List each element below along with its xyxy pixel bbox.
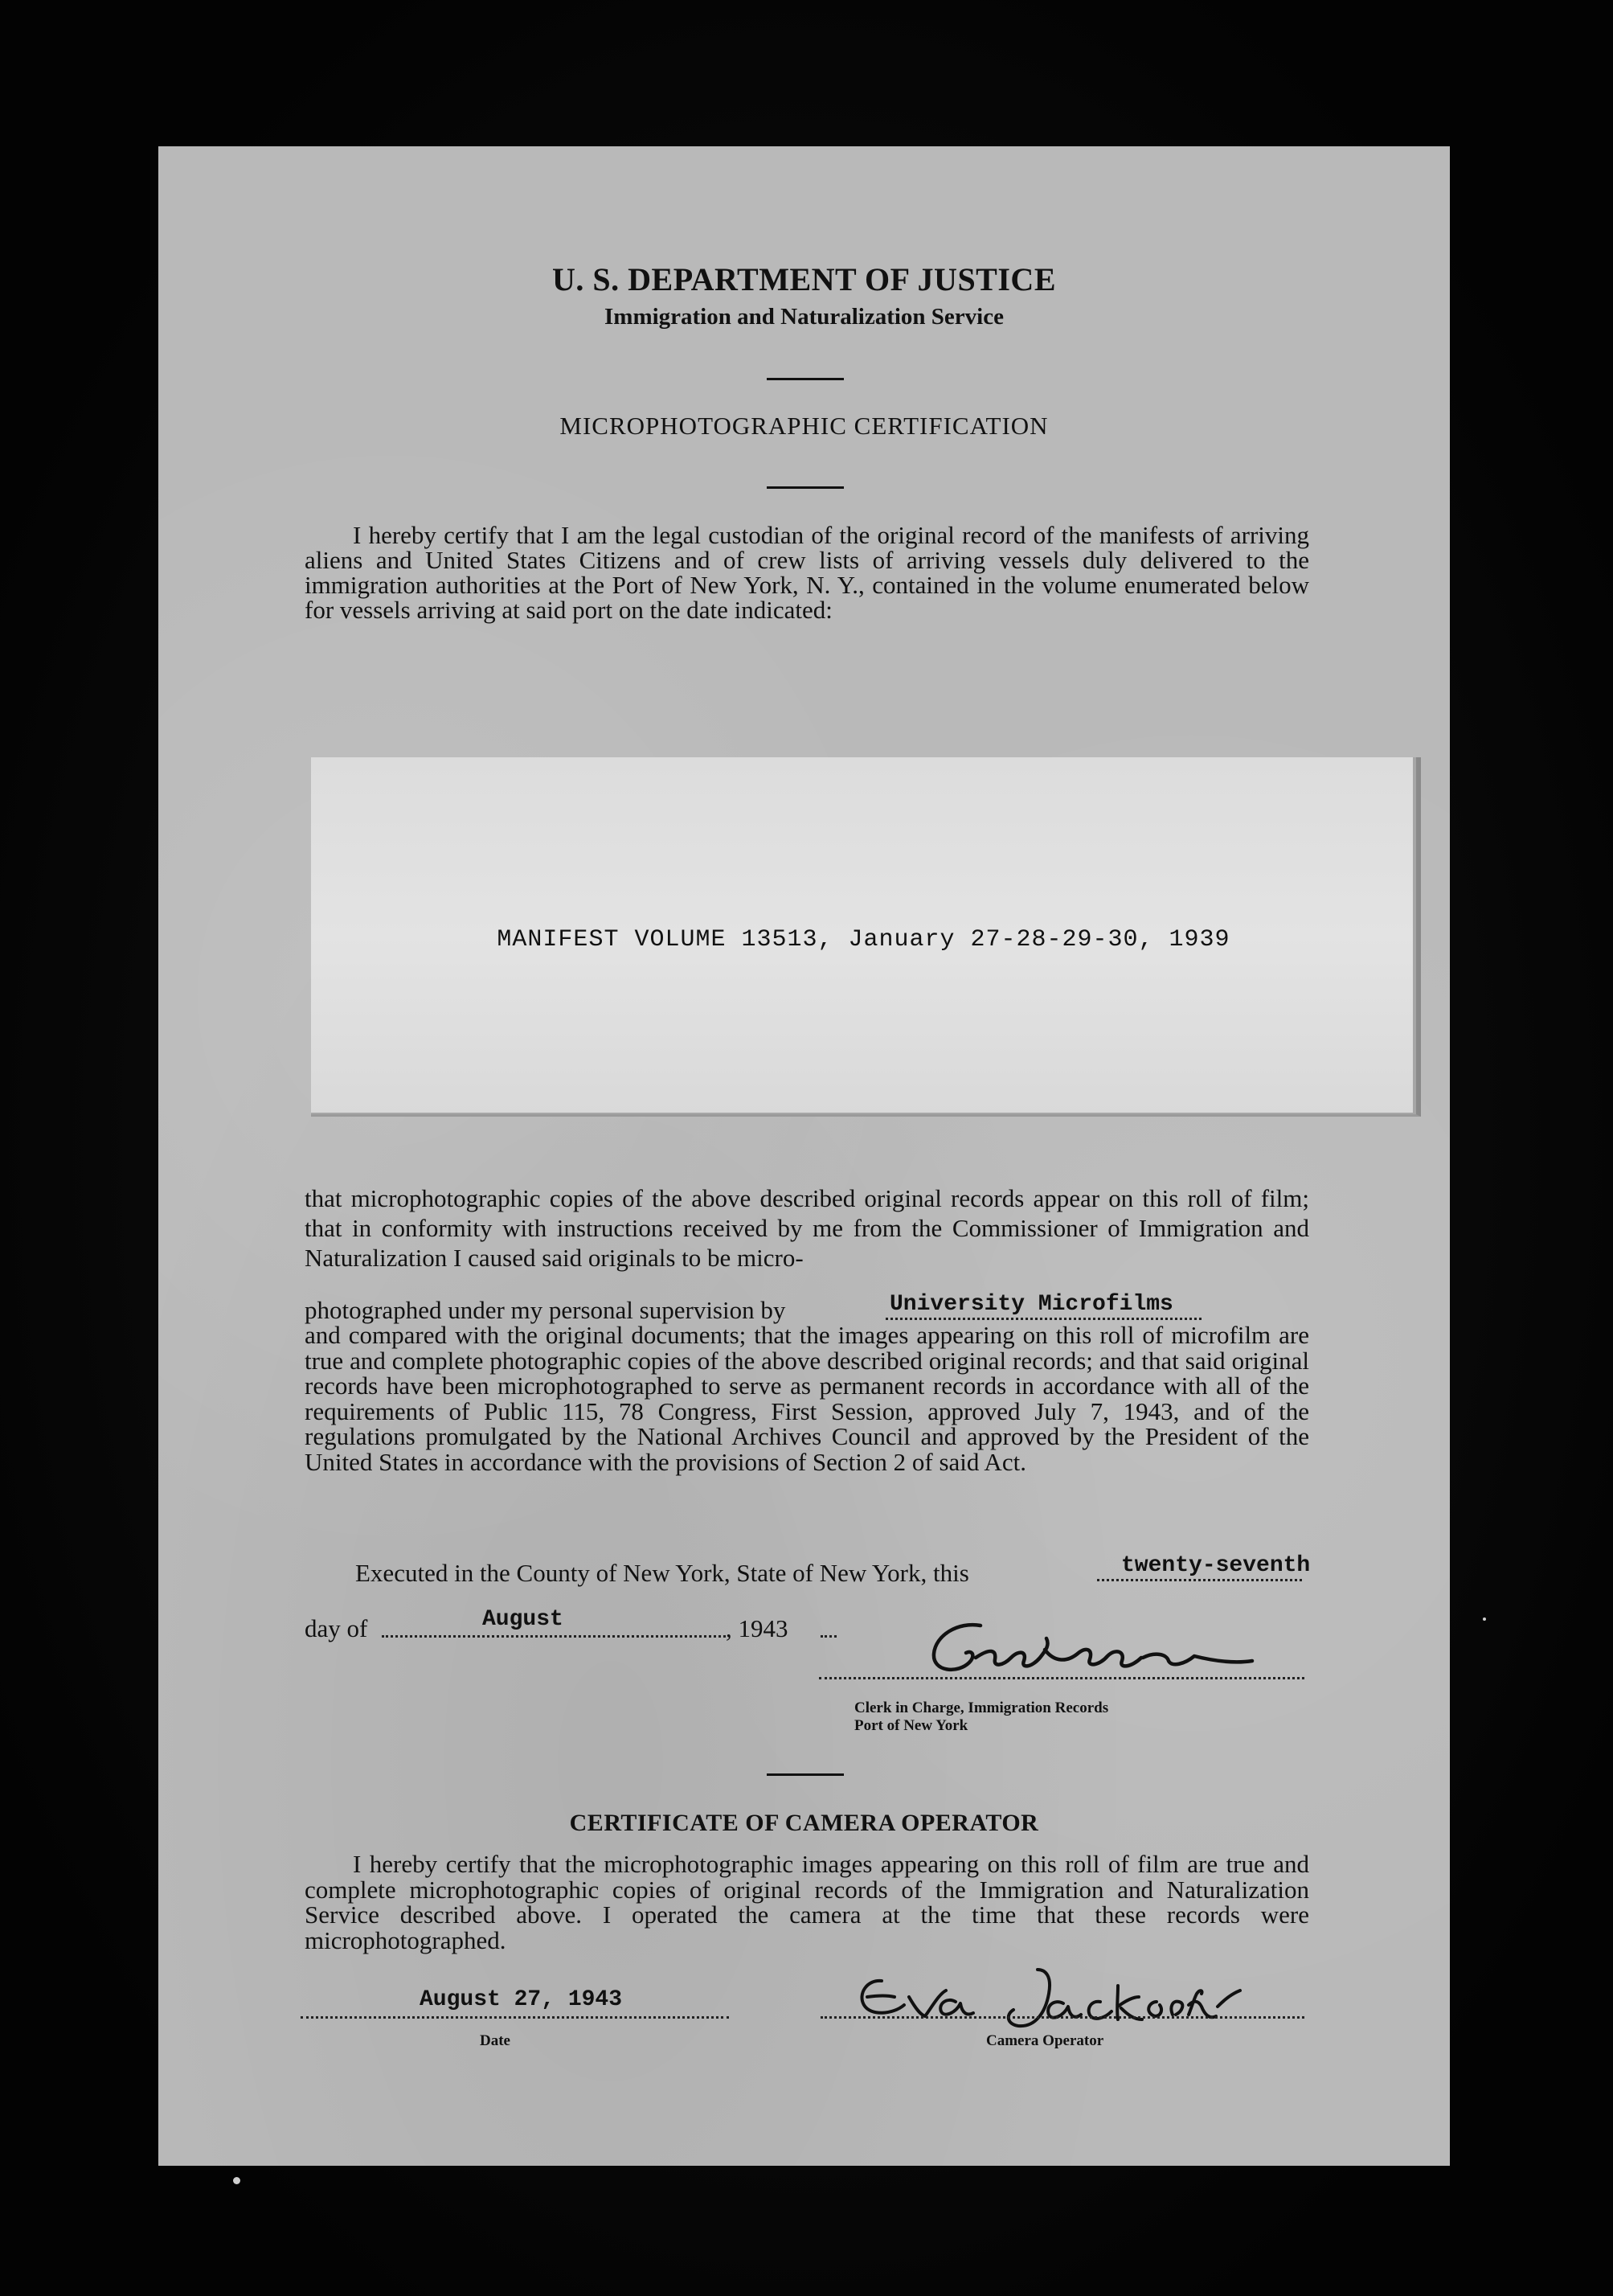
date-label: Date xyxy=(480,2032,510,2049)
divider xyxy=(767,1773,844,1776)
intro-paragraph: I hereby certify that I am the legal custodian of the original record of the manifests of arriving aliens and United States Citizens and of crew lists of arriving vessels duly delivered to the immigration authorities at the Port of New York, N. Y., contained in the volume enumerated below for vessels arriving at said port on the date indicated: xyxy=(305,521,1309,624)
camera-certificate-title: CERTIFICATE OF CAMERA OPERATOR xyxy=(569,1810,1039,1836)
year-text: , 1943 xyxy=(726,1614,788,1642)
day-dotted-line xyxy=(1097,1579,1302,1581)
certificate-page xyxy=(158,146,1450,2166)
body-paragraph-2: and compared with the original documents; that the images appearing on this roll of microfilm are true and complete photographic copies of the above described original records; and that said original records have been microphotographed to serve as permanent records in accordance with all of the requirements of Public 115, 78 Congress, First Session, approved July 7, 1943, and of the regulations promulgated by the National Archives Council and approved by the President of the United States in accordance with the provisions of Section 2 of said Act. xyxy=(305,1321,1309,1476)
divider xyxy=(767,486,844,489)
operator-label: Camera Operator xyxy=(986,2032,1104,2049)
executed-text: Executed in the County of New York, State of New York, this xyxy=(355,1559,969,1587)
volume-insert-slip xyxy=(311,757,1421,1117)
company-dotted-line xyxy=(886,1318,1202,1320)
department-heading: U. S. DEPARTMENT OF JUSTICE xyxy=(552,261,1056,297)
camera-certificate-text: I hereby certify that the microphotographic images appearing on this roll of film are true and complete microphotographic copies of original records of the Immigration and Naturalization Service described above. I operated the camera at the time that these records were microphotographed. xyxy=(305,1850,1309,1954)
manifest-volume-text: MANIFEST VOLUME 13513, January 27-28-29-30, 1939 xyxy=(497,926,1230,953)
film-speck xyxy=(1483,1617,1486,1621)
clerk-title: Clerk in Charge, Immigration Records xyxy=(854,1699,1109,1716)
supervision-text: photographed under my personal supervision by xyxy=(305,1296,786,1324)
divider xyxy=(767,378,844,380)
day-value: twenty-seventh xyxy=(1121,1553,1311,1578)
certification-title: MICROPHOTOGRAPHIC CERTIFICATION xyxy=(559,412,1049,440)
day-of-label: day of xyxy=(305,1614,368,1642)
month-dotted-line xyxy=(382,1635,726,1638)
company-name: University Microfilms xyxy=(890,1292,1173,1317)
clerk-place: Port of New York xyxy=(854,1717,968,1734)
film-speck xyxy=(233,2177,240,2184)
year-dotted-line xyxy=(821,1635,837,1638)
body-paragraph-1: that microphotographic copies of the above described original records appear on this roll of film; that in conformity with instructions received by me from the Commissioner of Immigration and Naturalization I caused said originals to be micro- xyxy=(305,1184,1309,1272)
date-dotted-line xyxy=(301,2016,729,2019)
month-value: August xyxy=(482,1607,563,1632)
operator-date: August 27, 1943 xyxy=(420,1987,623,2012)
service-heading: Immigration and Naturalization Service xyxy=(604,304,1004,330)
clerk-signature-line xyxy=(819,1677,1304,1679)
camera-operator-signature xyxy=(835,1958,1253,2039)
operator-signature-line xyxy=(821,2016,1304,2019)
